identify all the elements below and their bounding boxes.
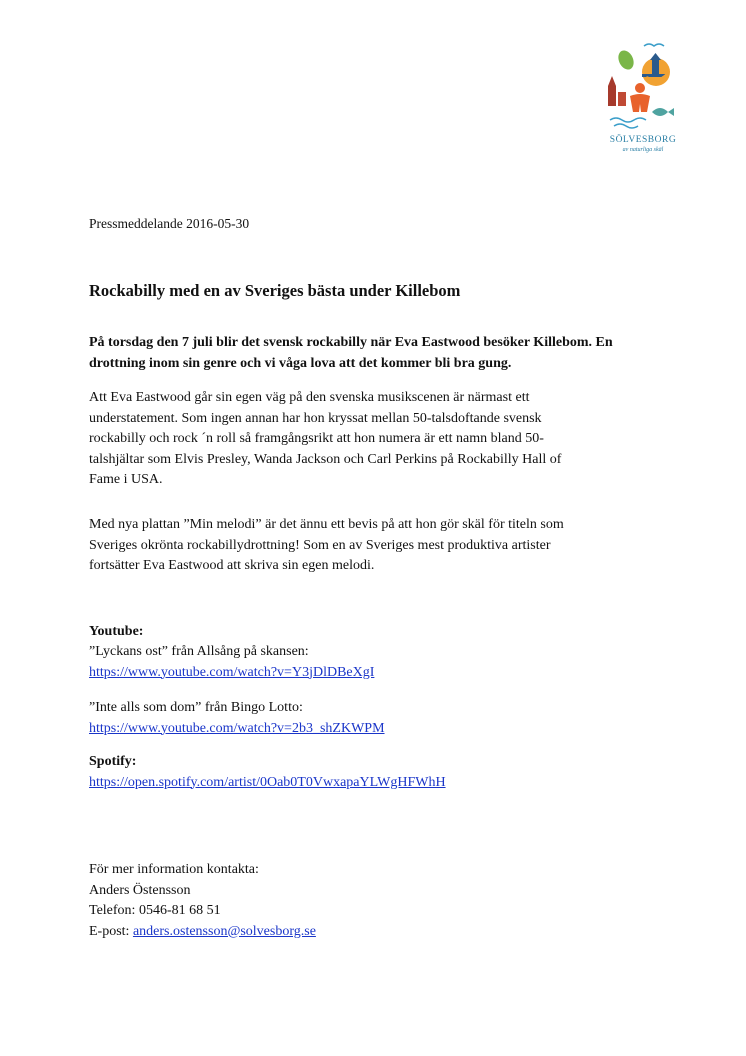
solvesborg-logo [600,38,686,162]
page-title: Rockabilly med en av Sveriges bästa under Killebom [89,281,461,300]
paragraph-line: talshjältar som Elvis Presley, Wanda Jackson och Carl Perkins på Rockabilly Hall of [89,451,562,467]
contact-phone: Telefon: 0546-81 68 51 [89,903,221,918]
contact-intro: För mer information kontakta: [89,862,259,877]
youtube-link-1[interactable]: https://www.youtube.com/watch?v=Y3jDlDBeXgI [89,664,375,680]
spotify-heading: Spotify: [89,754,137,769]
paragraph-line: fortsätter Eva Eastwood att skriva sin egen melodi. [89,558,375,573]
youtube-link-2[interactable]: https://www.youtube.com/watch?v=2b3_shZKWPM [89,720,385,736]
body-paragraph-1 [89,388,649,491]
logo-tagline: av naturliga skäl [622,147,664,153]
contact-email-row [89,922,316,943]
lead-line: drottning inom sin genre och vi våga lova att det kommer bli bra gung. [89,355,512,371]
logo-name: SÖLVESBORG [609,135,677,145]
press-release-date: Pressmeddelande 2016-05-30 [89,216,250,231]
paragraph-line: Sveriges okrönta rockabillydrottning! Som en av Sveriges mest produktiva artister [89,537,551,553]
contact-email-link[interactable]: anders.ostensson@solvesborg.se [132,923,316,939]
contact-name: Anders Östensson [89,882,191,898]
lead-line: På torsdag den 7 juli blir det svensk rockabilly när Eva Eastwood besöker Killebom. En [89,335,613,350]
paragraph-line: Med nya plattan ”Min melodi” är det ännu ett bevis på att hon gör skäl för titeln som [89,517,564,532]
paragraph-line: Att Eva Eastwood går sin egen väg på den svenska musikscenen är närmast ett [89,390,530,405]
lead-paragraph [89,333,664,374]
youtube-item-label: ”Lyckans ost” från Allsång på skansen: [89,644,309,659]
contact-block [89,860,316,942]
youtube-item-label: ”Inte alls som dom” från Bingo Lotto: [89,700,303,715]
youtube-heading: Youtube: [89,624,144,639]
body-paragraph-2 [89,515,649,577]
paragraph-line: rockabilly och rock ´n roll så framgångsrikt att hon numera är ett namn bland 50- [89,431,544,446]
spotify-link[interactable]: https://open.spotify.com/artist/0Oab0T0VwxapaYLWgHFWhH [89,774,446,790]
contact-email-label: E-post: [89,923,133,939]
paragraph-line: understatement. Som ingen annan har hon kryssat mellan 50-talsdoftande svensk [89,410,542,426]
spotify-section [89,752,446,793]
youtube-item-1 [89,642,374,683]
paragraph-line: Fame i USA. [89,472,163,487]
solvesborg-logo-icon [600,38,686,134]
youtube-item-2 [89,698,385,739]
